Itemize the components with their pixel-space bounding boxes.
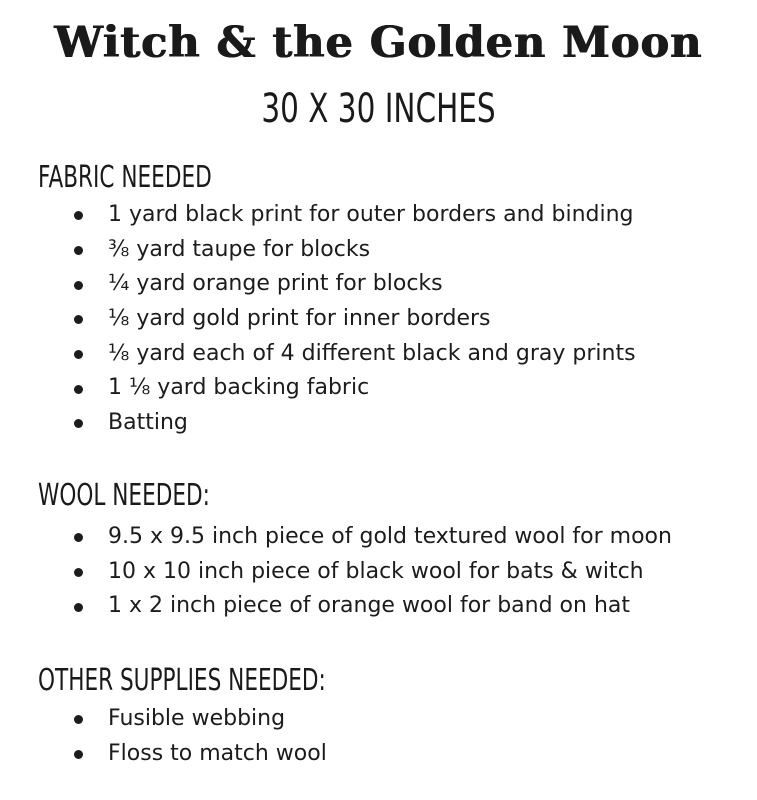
- bullet-icon: [74, 385, 83, 394]
- bullet-icon: [74, 281, 83, 290]
- bullet-icon: [74, 246, 83, 255]
- list-item: [72, 302, 636, 337]
- list-item-text: 9.5 x 9.5 inch piece of gold textured wool for moon: [108, 524, 672, 549]
- list-item: [72, 737, 327, 772]
- list-item: [72, 406, 636, 441]
- list-item: [72, 520, 672, 555]
- list-item-text: 10 x 10 inch piece of black wool for bats & witch: [108, 558, 644, 584]
- page-subtitle: 30 X 30 INCHES: [261, 86, 496, 132]
- bullet-icon: [74, 211, 83, 220]
- bullet-icon: [74, 350, 83, 359]
- fabric-heading: FABRIC NEEDED: [38, 160, 212, 195]
- list-item-text: 1 x 2 inch piece of orange wool for band on hat: [108, 593, 630, 619]
- bullet-icon: [74, 419, 83, 428]
- list-item-text: 1 ⅛ yard backing fabric: [108, 375, 370, 401]
- other-supplies-heading: OTHER SUPPLIES NEEDED:: [38, 663, 326, 698]
- list-item: [72, 371, 636, 406]
- other-supplies-list: [72, 702, 327, 771]
- bullet-icon: [74, 715, 83, 724]
- list-item: [72, 589, 672, 624]
- list-item: [72, 555, 672, 590]
- list-item: [72, 233, 636, 268]
- bullet-icon: [74, 568, 83, 577]
- page-title: Witch & the Golden Moon: [54, 18, 703, 68]
- list-item: [72, 337, 636, 372]
- bullet-icon: [74, 315, 83, 324]
- list-item-text: ⅛ yard gold print for inner borders: [108, 306, 491, 332]
- list-item-text: 1 yard black print for outer borders and binding: [108, 202, 634, 227]
- wool-list: [72, 520, 672, 624]
- list-item: [72, 198, 636, 233]
- bullet-icon: [74, 750, 83, 759]
- list-item-text: Batting: [108, 410, 188, 436]
- list-item-text: Floss to match wool: [108, 740, 327, 766]
- fabric-list: [72, 198, 636, 441]
- list-item-text: ¼ yard orange print for blocks: [108, 271, 443, 297]
- bullet-icon: [74, 603, 83, 612]
- list-item-text: ⅜ yard taupe for blocks: [108, 236, 371, 262]
- wool-heading: WOOL NEEDED:: [38, 478, 210, 513]
- list-item-text: Fusible webbing: [108, 706, 286, 731]
- list-item: [72, 267, 636, 302]
- list-item-text: ⅛ yard each of 4 different black and gray prints: [108, 340, 636, 366]
- list-item: [72, 702, 327, 737]
- bullet-icon: [74, 533, 83, 542]
